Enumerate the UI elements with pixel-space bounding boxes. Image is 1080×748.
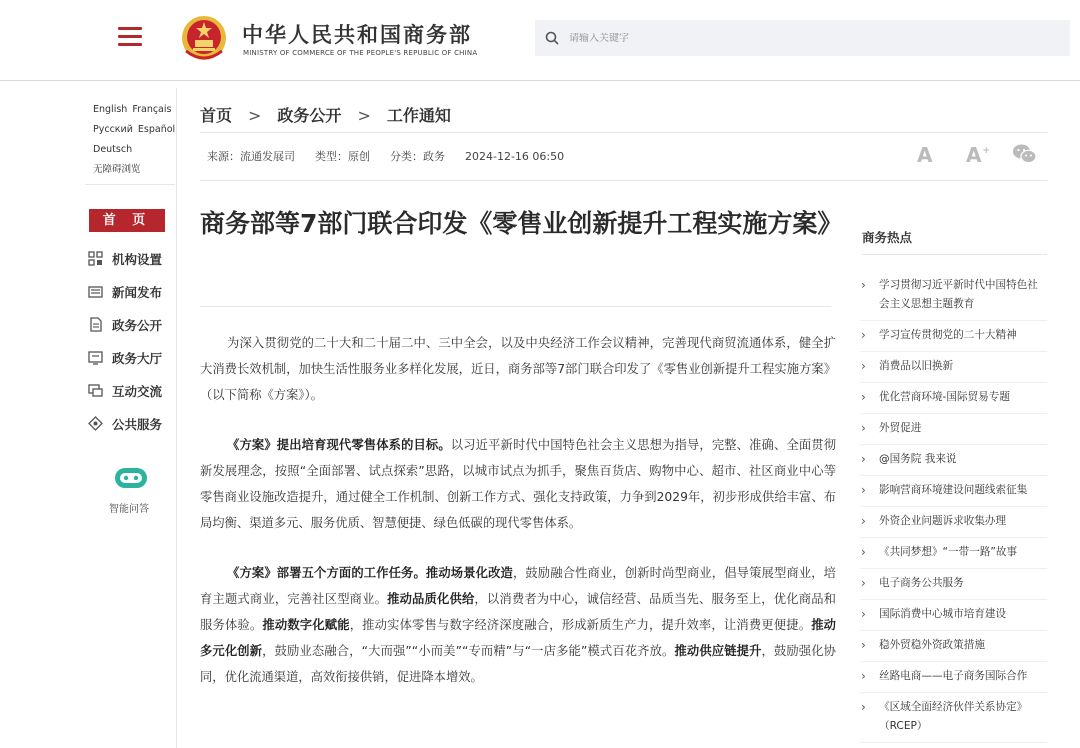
hot-item-label: 优化营商环境-国际贸易专题 bbox=[879, 391, 1010, 403]
chevron-right-icon: › bbox=[861, 390, 866, 404]
lang-russian[interactable]: Русский bbox=[93, 124, 133, 135]
service-icon bbox=[88, 416, 103, 431]
hot-item[interactable] bbox=[860, 450, 1047, 476]
hot-item[interactable] bbox=[860, 419, 1047, 445]
wechat-share-icon[interactable] bbox=[1012, 143, 1037, 165]
chevron-right-icon: › bbox=[861, 576, 866, 590]
news-icon bbox=[88, 284, 103, 299]
language-links bbox=[93, 100, 176, 180]
article-meta bbox=[207, 148, 584, 164]
meta-category: 分类：政务 bbox=[390, 150, 445, 163]
hot-item[interactable] bbox=[860, 512, 1047, 538]
task-2-text: ，以消费者为中心，诚信经营、品质当先、服务至上，优化商品和服务体验。 bbox=[200, 592, 836, 632]
lang-french[interactable]: Français bbox=[132, 104, 172, 115]
breadcrumb-notices[interactable]: 工作通知 bbox=[386, 106, 451, 125]
chevron-right-icon: › bbox=[861, 483, 866, 497]
meta-type: 类型：原创 bbox=[315, 150, 370, 163]
hot-item-label: 影响营商环境建设问题线索征集 bbox=[879, 484, 1028, 496]
sidebar-divider bbox=[85, 184, 175, 185]
task-3-text: ，推动实体零售与数字经济深度融合，形成新质生产力，提升效率，让消费更便捷。 bbox=[349, 618, 812, 632]
hot-item[interactable] bbox=[860, 388, 1047, 414]
sidebar-item-label: 机构设置 bbox=[112, 251, 163, 267]
national-emblem-logo[interactable] bbox=[180, 13, 228, 63]
task-5-heading: 推动供应链提升 bbox=[674, 644, 762, 658]
chevron-right-icon: > bbox=[248, 106, 262, 125]
chat-icon bbox=[88, 383, 103, 398]
hot-item-label: 《区域全面经济伙伴关系协定》（RCEP） bbox=[879, 701, 1028, 732]
assistant-label[interactable]: 智能问答 bbox=[109, 504, 149, 515]
sidebar-item-label: 政务公开 bbox=[112, 317, 163, 333]
hot-item-label: 外贸促进 bbox=[879, 422, 922, 434]
hot-item-label: 学习宣传贯彻党的二十大精神 bbox=[879, 329, 1017, 341]
lang-english[interactable]: English bbox=[93, 104, 128, 115]
lang-spanish[interactable]: Español bbox=[137, 124, 176, 135]
task-1-heading: 推动场景化改造 bbox=[425, 566, 513, 580]
hot-item[interactable] bbox=[860, 326, 1047, 352]
chevron-right-icon: › bbox=[861, 328, 866, 342]
hot-item[interactable] bbox=[860, 698, 1047, 743]
hot-topics-divider bbox=[862, 254, 1047, 255]
task-4-text: ，鼓励业态融合，“大而强”“小而美”“专而精”与“一店多能”模式百花齐放。 bbox=[262, 644, 675, 658]
hot-item-label: 《共同梦想》“一带一路”故事 bbox=[879, 546, 1018, 558]
font-decrease-button[interactable]: A bbox=[917, 143, 933, 167]
hot-item-label: @国务院 我来说 bbox=[879, 453, 957, 465]
hot-item[interactable] bbox=[860, 636, 1047, 662]
meta-divider bbox=[200, 180, 1047, 181]
sidebar-item-org[interactable] bbox=[88, 242, 162, 275]
hot-item[interactable] bbox=[860, 605, 1047, 631]
accessibility-link[interactable]: 无障碍浏览 bbox=[93, 164, 141, 175]
hot-topics-list bbox=[860, 276, 1047, 748]
chevron-right-icon: › bbox=[861, 700, 866, 714]
chevron-right-icon: › bbox=[861, 359, 866, 373]
article-paragraph-3 bbox=[200, 560, 836, 690]
site-header bbox=[0, 0, 1080, 81]
menu-icon[interactable] bbox=[118, 27, 142, 47]
paragraph-lead: 《方案》提出培育现代零售体系的目标。 bbox=[227, 438, 451, 452]
article-body bbox=[200, 330, 836, 714]
hot-item[interactable] bbox=[860, 543, 1047, 569]
hot-item-label: 消费品以旧换新 bbox=[879, 360, 954, 372]
search-icon[interactable] bbox=[545, 31, 559, 45]
hot-item-label: 外资企业问题诉求收集办理 bbox=[879, 515, 1007, 527]
chevron-right-icon: › bbox=[861, 278, 866, 292]
chevron-right-icon: › bbox=[861, 421, 866, 435]
search-box[interactable] bbox=[535, 20, 1070, 56]
lang-german[interactable]: Deutsch bbox=[93, 144, 133, 155]
chevron-right-icon: › bbox=[861, 607, 866, 621]
meta-datetime: 2024-12-16 06:50 bbox=[465, 150, 565, 163]
hot-item-label: 丝路电商——电子商务国际合作 bbox=[879, 670, 1028, 682]
task-5-text: ，鼓励强化协同，优化流通渠道，高效衔接供销，促进降本增效。 bbox=[200, 644, 836, 684]
hot-topics-title: 商务热点 bbox=[862, 230, 913, 245]
site-subtitle: MINISTRY OF COMMERCE OF THE PEOPLE'S REPUBLIC OF CHINA bbox=[243, 49, 478, 57]
robot-assistant-icon[interactable] bbox=[113, 463, 149, 493]
article-title: 商务部等7部门联合印发《零售业创新提升工程实施方案》 bbox=[200, 209, 843, 238]
sidebar-item-label: 新闻发布 bbox=[112, 284, 163, 300]
title-divider bbox=[200, 306, 831, 307]
hot-item[interactable] bbox=[860, 667, 1047, 693]
hot-item-label: 稳外贸稳外资政策措施 bbox=[879, 639, 985, 651]
meta-source: 来源：流通发展司 bbox=[207, 150, 295, 163]
chevron-right-icon: › bbox=[861, 452, 866, 466]
chevron-right-icon: › bbox=[861, 669, 866, 683]
hot-item[interactable] bbox=[860, 574, 1047, 600]
task-4-heading: 推动多元化创新 bbox=[200, 618, 836, 658]
chevron-right-icon: > bbox=[357, 106, 371, 125]
breadcrumb bbox=[200, 103, 451, 126]
chevron-right-icon: › bbox=[861, 545, 866, 559]
sidebar-item-label: 公共服务 bbox=[112, 416, 163, 432]
sidebar-item-service[interactable] bbox=[88, 407, 162, 440]
font-increase-label: A bbox=[966, 143, 982, 167]
hot-item[interactable] bbox=[860, 276, 1047, 321]
home-button[interactable]: 首 页 bbox=[89, 209, 165, 232]
font-increase-plus: + bbox=[982, 146, 991, 156]
sidebar-border bbox=[176, 88, 177, 748]
paragraph-text: 以习近平新时代中国特色社会主义思想为指导，完整、准确、全面贯彻新发展理念，按照“全面部署、试点探索”思路，以城市试点为抓手，聚焦百货店、购物中心、超市、社区商业中心等零售商业设施改造提升，通过健全工作机制、创新工作方式、强化支持政策，力争到2029年，初步形成供给丰富、布局均衡、渠道多元、服务优质、智慧便捷、绿色低碳的现代零售体系。 bbox=[200, 438, 836, 530]
chevron-right-icon: › bbox=[861, 638, 866, 652]
document-icon bbox=[88, 317, 103, 332]
hot-item-label: 学习贯彻习近平新时代中国特色社会主义思想主题教育 bbox=[879, 279, 1038, 310]
hot-item-label: 国际消费中心城市培育建设 bbox=[879, 608, 1007, 620]
search-input[interactable] bbox=[569, 33, 1049, 44]
article-paragraph-1: 为深入贯彻党的二十大和二十届二中、三中全会，以及中央经济工作会议精神，完善现代商贸流通体系，健全扩大消费长效机制，加快生活性服务业多样化发展，近日，商务部等7部门联合印发了《零售业创新提升工程实施方案》（以下简称《方案》）。 bbox=[200, 336, 836, 402]
task-1-text: ，鼓励融合性商业，创新时尚型商业，倡导策展型商业，培育主题式商业，完善社区型商业。 bbox=[200, 566, 836, 606]
hot-item[interactable] bbox=[860, 481, 1047, 507]
sidebar-item-affairs[interactable] bbox=[88, 308, 162, 341]
org-icon bbox=[88, 251, 103, 266]
hot-item[interactable] bbox=[860, 357, 1047, 383]
chevron-right-icon: › bbox=[861, 514, 866, 528]
hot-item-label: 电子商务公共服务 bbox=[879, 577, 964, 589]
paragraph-lead: 《方案》部署五个方面的工作任务。 bbox=[227, 566, 426, 580]
site-title: 中华人民共和国商务部 bbox=[242, 23, 472, 47]
sidebar-nav bbox=[88, 242, 162, 440]
task-3-heading: 推动数字化赋能 bbox=[262, 618, 350, 632]
sidebar-item-label: 互动交流 bbox=[112, 383, 163, 399]
article-paragraph-2 bbox=[200, 432, 836, 536]
sidebar-item-label: 政务大厅 bbox=[112, 350, 163, 366]
font-increase-button[interactable] bbox=[966, 143, 990, 167]
sidebar-item-news[interactable] bbox=[88, 275, 162, 308]
breadcrumb-affairs[interactable]: 政务公开 bbox=[277, 106, 342, 125]
sidebar-item-hall[interactable] bbox=[88, 341, 162, 374]
hall-icon bbox=[88, 350, 103, 365]
breadcrumb-divider bbox=[200, 132, 1047, 133]
breadcrumb-home[interactable]: 首页 bbox=[200, 106, 233, 125]
sidebar-item-interact[interactable] bbox=[88, 374, 162, 407]
task-2-heading: 推动品质化供给 bbox=[387, 592, 475, 606]
